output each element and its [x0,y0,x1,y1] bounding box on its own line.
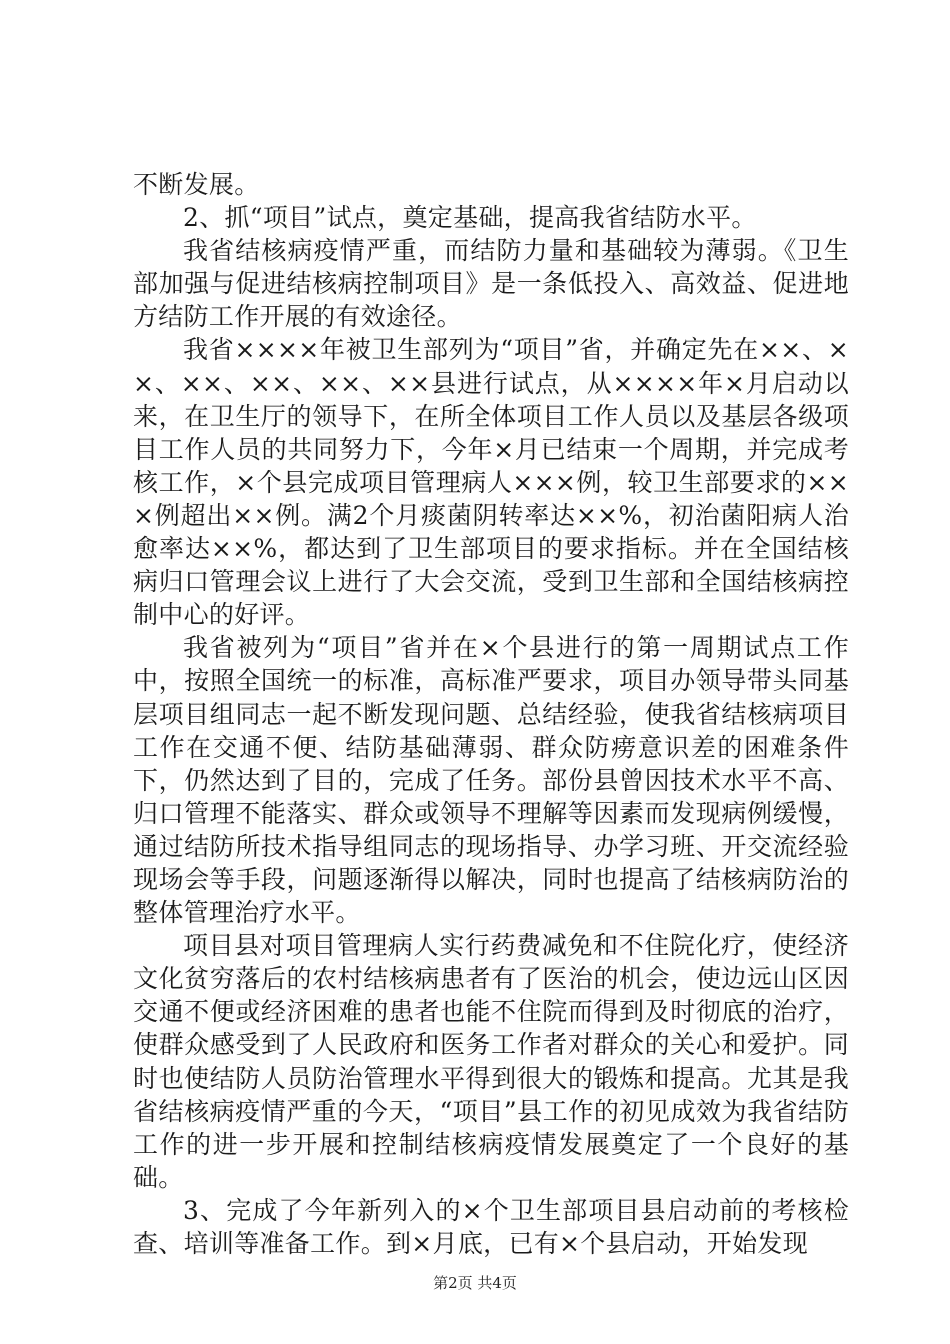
paragraph-3: 我省结核病疫情严重，而结防力量和基础较为薄弱。《卫生部加强与促进结核病控制项目》是一条低投入、高效益、促进地方结防工作开展的有效途径。 [133,236,849,332]
paragraph-6: 项目县对项目管理病人实行药费减免和不住院化疗，使经济文化贫穷落后的农村结核病患者有了医治的机会，使边远山区因交通不便或经济困难的患者也能不住院而得到及时彻底的治疗，使群众感受到了人民政府和医务工作者对群众的关心和爱护。同时也使结防人员防治管理水平得到很大的锻炼和提高。尤其是我省结核病疫情严重的今天，“项目”县工作的初见成效为我省结防工作的进一步开展和控制结核病疫情发展奠定了一个良好的基础。 [133,931,849,1192]
paragraph-4: 我省××××年被卫生部列为“项目”省，并确定先在××、××、××、××、××、××县进行试点，从××××年×月启动以来，在卫生厅的领导下，在所全体项目工作人员以及基层各级项目工作人员的共同努力下，今年×月已结束一个周期，并完成考核工作，×个县完成项目管理病人×××例，较卫生部要求的×××例超出××例。满2个月痰菌阴转率达××%，初治菌阳病人治愈率达××%，都达到了卫生部项目的要求指标。并在全国结核病归口管理会议上进行了大会交流，受到卫生部和全国结核病控制中心的好评。 [133,335,849,630]
paragraph-5: 我省被列为“项目”省并在×个县进行的第一周期试点工作中，按照全国统一的标准，高标准严要求，项目办领导带头同基层项目组同志一起不断发现问题、总结经验，使我省结核病项目工作在交通不便、结防基础薄弱、群众防痨意识差的困难条件下，仍然达到了目的，完成了任务。部份县曾因技术水平不高、归口管理不能落实、群众或领导不理解等因素而发现病例缓慢，通过结防所技术指导组同志的现场指导、办学习班、开交流经验现场会等手段，问题逐渐得以解决，同时也提高了结核病防治的整体管理治疗水平。 [133,633,849,928]
page-footer: 第2页 共4页 [433,1274,517,1292]
paragraph-7-heading: 3、完成了今年新列入的×个卫生部项目县启动前的考核检查、培训等准备工作。到×月底，已有×个县启动，开始发现 [133,1195,849,1258]
paragraph-2-heading: 2、抓“项目”试点，奠定基础，提高我省结防水平。 [183,203,757,233]
paragraph-1: 不断发展。 [133,170,260,199]
document-body [133,168,849,1260]
